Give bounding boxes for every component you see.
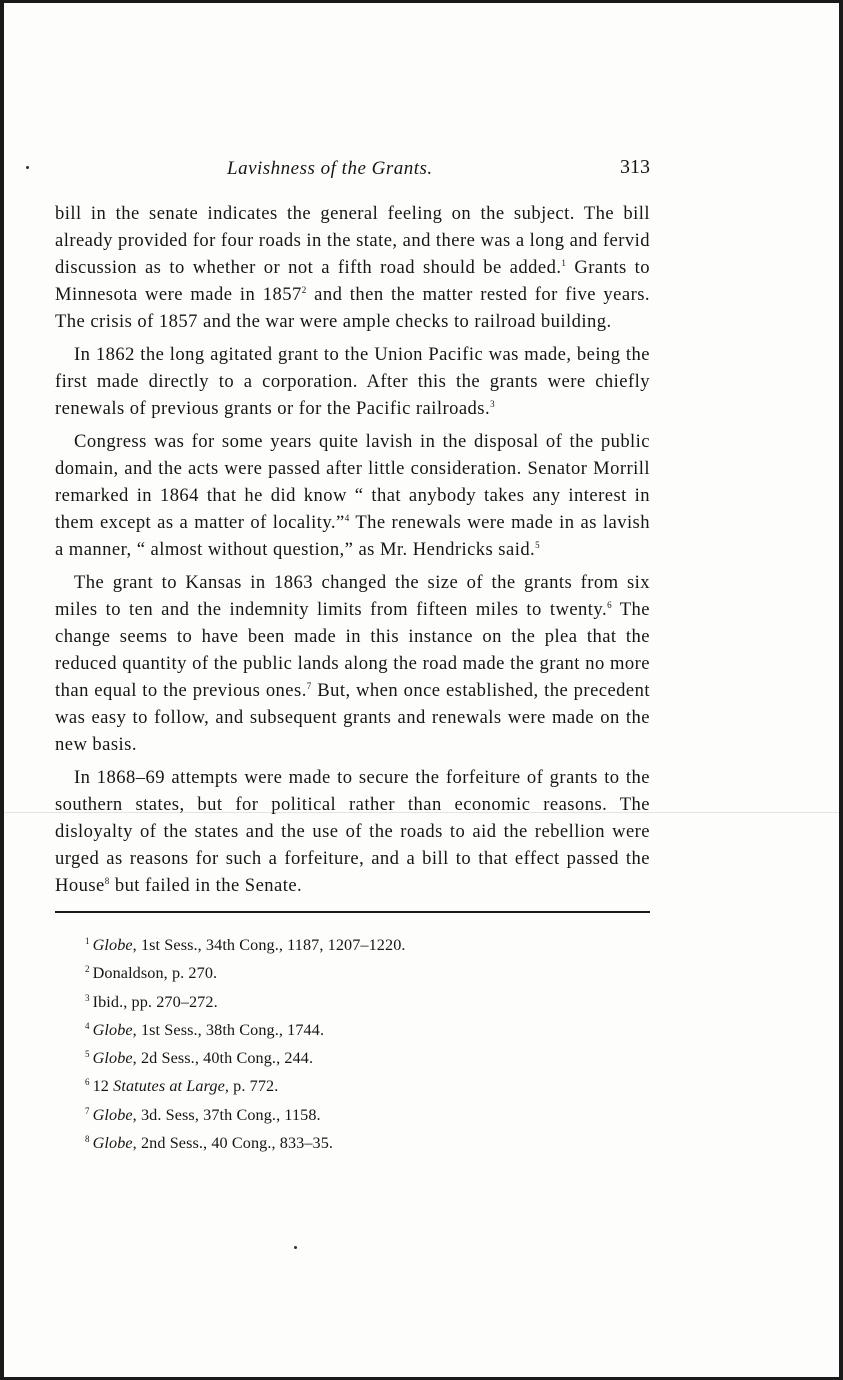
footnote bbox=[85, 986, 650, 1014]
scan-speck bbox=[26, 166, 29, 169]
footnote-ref: 4 bbox=[344, 513, 350, 523]
paragraph-text: But, when once established, the precedent was easy to follow, and subsequent grants and renewals were made on the new basis. bbox=[55, 680, 650, 755]
footnote-text: , 2nd Sess., 40 Cong., 833–35. bbox=[132, 1134, 334, 1153]
paragraph bbox=[55, 764, 650, 899]
footnote bbox=[85, 1042, 650, 1070]
scan-speck bbox=[294, 1246, 297, 1249]
running-head bbox=[55, 150, 650, 184]
paragraph-text: Grants to Minnesota were made in 1857 bbox=[55, 257, 650, 305]
footnote-mark: 6 bbox=[85, 1077, 90, 1088]
footnote-rule bbox=[55, 911, 650, 913]
footnote-mark: 5 bbox=[85, 1049, 90, 1060]
scan-border-right bbox=[839, 0, 843, 1380]
footnote-prefix: 12 bbox=[92, 1077, 114, 1096]
paragraph-text: bill in the senate indicates the general feeling on the subject. The bill already provided for four roads in the state, and there was a long and fervid discussion as to whether or not a fifth road should be added. bbox=[55, 203, 650, 278]
footnote bbox=[85, 929, 650, 957]
paragraph-text: In 1862 the long agitated grant to the Union Pacific was made, being the first made directly to a corporation. After this the grants were chiefly renewals of previous grants or for the Pacific railroads. bbox=[55, 344, 650, 419]
footnote bbox=[85, 1014, 650, 1042]
footnote-text: , 2d Sess., 40th Cong., 244. bbox=[132, 1049, 314, 1068]
scan-border-top bbox=[0, 0, 843, 3]
running-title: Lavishness of the Grants. bbox=[227, 158, 433, 179]
paragraph bbox=[55, 200, 650, 335]
footnote-text: , p. 772. bbox=[224, 1077, 279, 1096]
scan-border-left bbox=[0, 0, 4, 1380]
paragraph-text: and then the matter rested for five years. The crisis of 1857 and the war were ample checks to railroad building. bbox=[55, 284, 650, 332]
footnote-mark: 7 bbox=[85, 1105, 90, 1116]
footnote-source-title: Globe bbox=[92, 1020, 133, 1039]
footnote-text: , 1st Sess., 34th Cong., 1187, 1207–1220. bbox=[132, 936, 406, 954]
footnote-text: Donaldson, p. 270. bbox=[92, 964, 218, 983]
footnote bbox=[85, 1099, 650, 1127]
body-text bbox=[55, 200, 650, 899]
footnote-text: Ibid., pp. 270–272. bbox=[92, 992, 218, 1011]
footnotes bbox=[55, 929, 650, 1155]
footnote-ref: 8 bbox=[104, 876, 110, 886]
footnote-text: , 1st Sess., 38th Cong., 1744. bbox=[132, 1020, 325, 1039]
footnote-source-title: Globe bbox=[92, 1134, 133, 1153]
paragraph-text: Congress was for some years quite lavish in the disposal of the public domain, and the acts were passed after little consideration. Senator Morrill remarked in 1864 that he did know “ that anybody takes any interest in them except as a matter of locality.” bbox=[55, 431, 650, 533]
page-number: 313 bbox=[620, 156, 650, 178]
footnote-mark: 4 bbox=[85, 1020, 90, 1031]
paragraph-text: In 1868–69 attempts were made to secure the forfeiture of grants to the southern states, but for political rather than economic reasons. The disloyalty of the states and the use of the roads to aid the rebellion were urged as reasons for such a forfeiture, and a bill to that effect passed the House bbox=[55, 767, 650, 896]
paragraph-text: The grant to Kansas in 1863 changed the size of the grants from six miles to ten and the indemnity limits from fifteen miles to twenty. bbox=[55, 572, 650, 620]
footnote bbox=[85, 957, 650, 985]
paragraph-text: The change seems to have been made in this instance on the plea that the reduced quantity of the public lands along the road made the grant no more than equal to the previous ones. bbox=[55, 599, 650, 701]
footnote-ref: 7 bbox=[306, 681, 312, 691]
footnote-ref: 1 bbox=[561, 258, 567, 268]
footnote-mark: 2 bbox=[85, 964, 90, 975]
footnote-ref: 5 bbox=[535, 540, 541, 550]
footnote-mark: 3 bbox=[85, 992, 90, 1003]
footnote-ref: 6 bbox=[607, 600, 613, 610]
paragraph-text: but failed in the Senate. bbox=[109, 875, 303, 896]
footnote bbox=[85, 1070, 650, 1098]
footnote-mark: 1 bbox=[85, 936, 90, 946]
paragraph-text: The renewals were made in as lavish a manner, “ almost without question,” as Mr. Hendricks said. bbox=[55, 512, 650, 560]
footnote-ref: 2 bbox=[301, 285, 307, 295]
paragraph bbox=[55, 428, 650, 563]
footnote bbox=[85, 1127, 650, 1155]
footnote-source-title: Statutes at Large bbox=[113, 1077, 225, 1096]
paragraph bbox=[55, 341, 650, 422]
footnote-ref: 3 bbox=[490, 399, 496, 409]
book-page bbox=[55, 150, 650, 1155]
footnote-source-title: Globe bbox=[92, 936, 133, 954]
paragraph bbox=[55, 569, 650, 758]
footnote-text: , 3d. Sess, 37th Cong., 1158. bbox=[132, 1105, 321, 1124]
footnote-source-title: Globe bbox=[92, 1049, 133, 1068]
footnote-source-title: Globe bbox=[92, 1105, 133, 1124]
footnote-mark: 8 bbox=[85, 1134, 90, 1145]
